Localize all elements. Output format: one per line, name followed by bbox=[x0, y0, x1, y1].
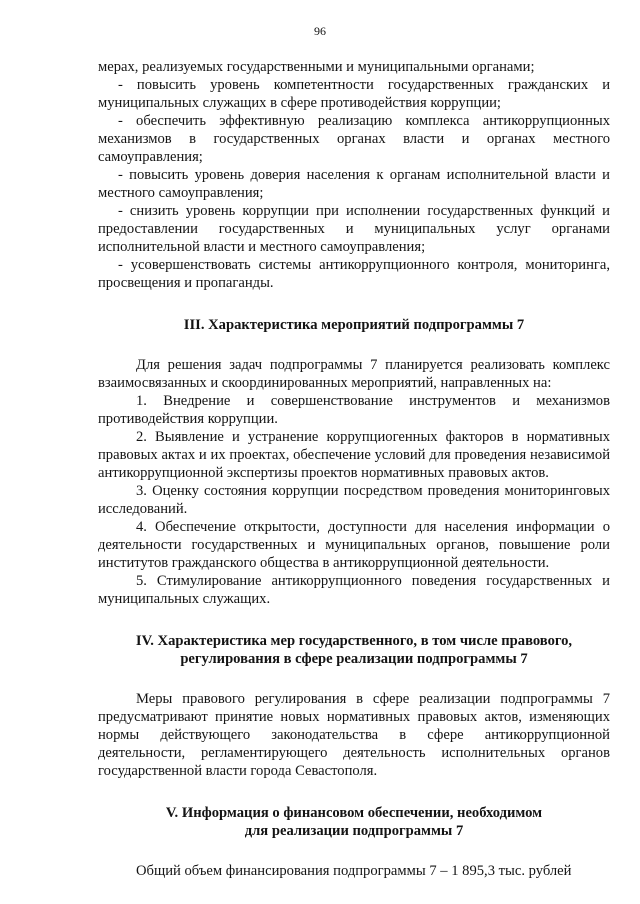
list-item: 1. Внедрение и совершенствование инструментов и механизмов противодействия коррупции. bbox=[98, 393, 610, 427]
bullet-item: - повысить уровень доверия населения к органам исполнительной власти и местного самоуправления; bbox=[98, 167, 610, 201]
list-item: 4. Обеспечение открытости, доступности для населения информации о деятельности государственных и муниципальных органов, повышение роли институтов гражданского общества в антикоррупционной деятельности. bbox=[98, 519, 610, 571]
paragraph: Общий объем финансирования подпрограммы 7 – 1 895,3 тыс. рублей bbox=[136, 863, 572, 879]
heading-line: V. Информация о финансовом обеспечении, необходимом bbox=[165, 805, 543, 821]
section-heading: III. Характеристика мероприятий подпрограммы 7 bbox=[183, 317, 525, 333]
list-item: 3. Оценку состояния коррупции посредством проведения мониторинговых исследований. bbox=[98, 483, 610, 517]
section-heading bbox=[98, 804, 610, 840]
section-intro: Для решения задач подпрограммы 7 планируется реализовать комплекс взаимосвязанных и скоординированных мероприятий, направленных на: bbox=[98, 357, 610, 391]
bullet-item: - усовершенствовать системы антикоррупционного контроля, мониторинга, просвещения и пропаганды. bbox=[98, 257, 610, 291]
heading-line: для реализации подпрограммы 7 bbox=[244, 823, 464, 839]
section-heading bbox=[98, 632, 610, 668]
list-item: 5. Стимулирование антикоррупционного поведения государственных и муниципальных служащих. bbox=[98, 573, 610, 607]
bullet-item: - снизить уровень коррупции при исполнении государственных функций и предоставлении государственных и муниципальных услуг органами исполнительной власти и местного самоуправления; bbox=[98, 203, 610, 255]
heading-line: IV. Характеристика мер государственного, в том числе правового, bbox=[135, 633, 573, 649]
document-body bbox=[98, 58, 610, 880]
heading-line: регулирования в сфере реализации подпрограммы 7 bbox=[180, 651, 528, 667]
bullet-item: - обеспечить эффективную реализацию комплекса антикоррупционных механизмов в государственных органах власти и органах местного самоуправления; bbox=[98, 113, 610, 165]
page-number: 96 bbox=[314, 24, 326, 38]
paragraph: мерах, реализуемых государственными и муниципальными органами; bbox=[98, 59, 535, 75]
list-item: 2. Выявление и устранение коррупциогенных факторов в нормативных правовых актах и их проектах, обеспечение условий для проведения независимой антикоррупционной экспертизы проектов нормативных правовых актов. bbox=[98, 429, 610, 481]
paragraph: Меры правового регулирования в сфере реализации подпрограммы 7 предусматривают принятие новых нормативных правовых актов, изменяющих нормы действующего законодательства в сфере антикоррупционной деятельности, регламентирующего деятельность исполнительных органов государственной власти города Севастополя. bbox=[98, 691, 610, 779]
bullet-item: - повысить уровень компетентности государственных гражданских и муниципальных служащих в сфере противодействия коррупции; bbox=[98, 77, 610, 111]
